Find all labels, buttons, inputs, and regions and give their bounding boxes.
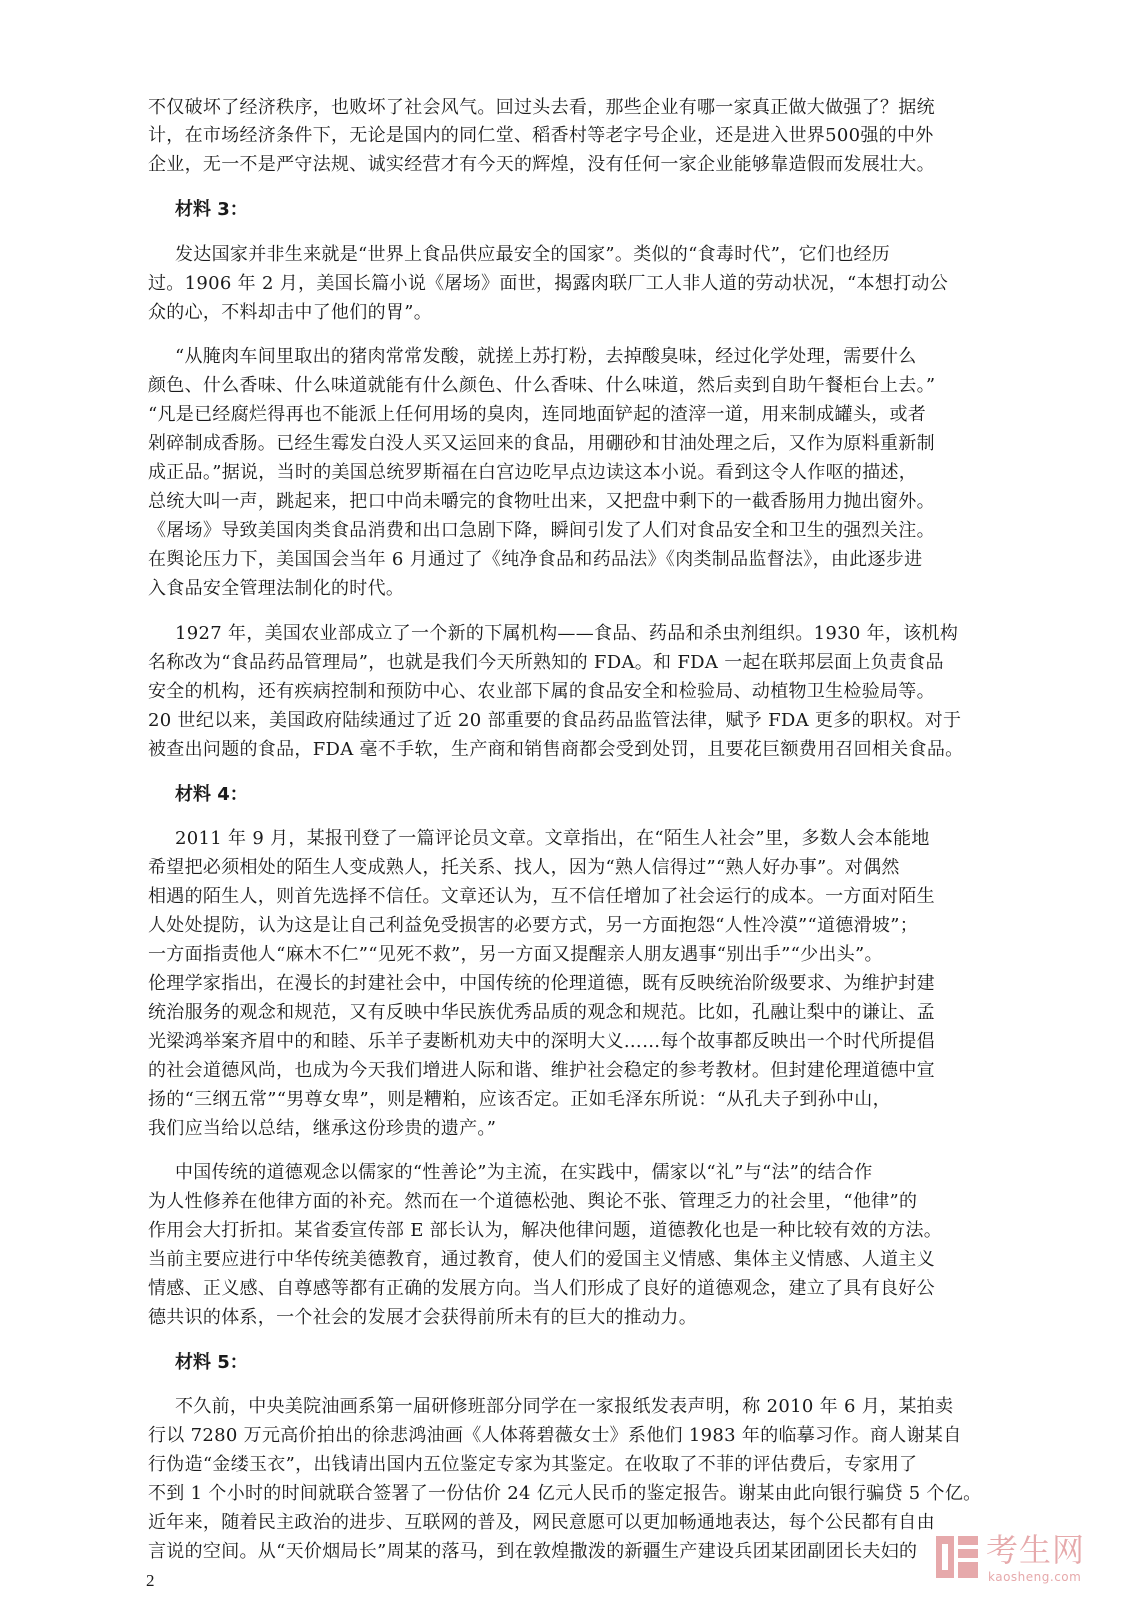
section-heading: 材料 5： (175, 1352, 248, 1373)
text-line: 作用会大打折扣。某省委宣传部 E 部长认为，解决他律问题，道德教化也是一种比较有效的方法。 (148, 1220, 943, 1241)
text-line: 1927 年，美国农业部成立了一个新的下属机构——食品、药品和杀虫剂组织。1930 年，该机构 (175, 623, 959, 644)
text-line: 安全的机构，还有疾病控制和预防中心、农业部下属的食品安全和检验局、动植物卫生检验局等。 (148, 681, 935, 702)
text-line: 我们应当给以总结，继承这份珍贵的遗产。” (148, 1118, 497, 1139)
text-line: 相遇的陌生人，则首先选择不信任。文章还认为，互不信任增加了社会运行的成本。一方面对陌生 (148, 886, 935, 907)
text-line: 光梁鸿举案齐眉中的和睦、乐羊子妻断机劝夫中的深明大义……每个故事都反映出一个时代所提倡 (148, 1031, 935, 1052)
watermark-url: kaosheng.com (988, 1570, 1082, 1584)
text-line: 企业，无一不是严守法规、诚实经营才有今天的辉煌，没有任何一家企业能够靠造假而发展壮大。 (148, 154, 935, 175)
text-line: 情感、正义感、自尊感等都有正确的发展方向。当人们形成了良好的道德观念，建立了具有良好公 (148, 1278, 935, 1299)
page-number: 2 (146, 1571, 155, 1590)
text-line: 近年来，随着民主政治的进步、互联网的普及，网民意愿可以更加畅通地表达，每个公民都有自由 (148, 1512, 935, 1533)
text-line: 希望把必须相处的陌生人变成熟人，托关系、找人，因为“熟人信得过”“熟人好办事”。对偶然 (148, 857, 900, 878)
section-heading: 材料 3： (175, 199, 248, 220)
text-line: 统治服务的观念和规范，又有反映中华民族优秀品质的观念和规范。比如，孔融让梨中的谦让、孟 (148, 1002, 935, 1023)
text-line: 人处处提防，认为这是让自己利益免受损害的必要方式，另一方面抱怨“人性冷漠”“道德滑坡”； (148, 915, 919, 936)
text-line: 言说的空间。从“天价烟局长”周某的落马，到在敦煌撒泼的新疆生产建设兵团某团副团长夫妇的 (148, 1541, 918, 1562)
text-line: 的社会道德风尚，也成为今天我们增进人际和谐、维护社会稳定的参考教材。但封建伦理道德中宣 (148, 1060, 935, 1081)
text-line: 入食品安全管理法制化的时代。 (148, 578, 405, 599)
text-line: “凡是已经腐烂得再也不能派上任何用场的臭肉，连同地面铲起的渣滓一道，用来制成罐头，或者 (148, 404, 927, 425)
watermark (934, 1530, 1114, 1590)
text-line: 总统大叫一声，跳起来，把口中尚未嚼完的食物吐出来，又把盘中剩下的一截香肠用力抛出窗外。 (148, 491, 935, 512)
text-line: 过。1906 年 2 月，美国长篇小说《屠场》面世，揭露肉联厂工人非人道的劳动状况，“本想打动公 (148, 273, 949, 294)
text-line: 在舆论压力下，美国国会当年 6 月通过了《纯净食品和药品法》《肉类制品监督法》，由此逐步进 (148, 549, 923, 570)
text-line: 当前主要应进行中华传统美德教育，通过教育，使人们的爱国主义情感、集体主义情感、人道主义 (148, 1249, 935, 1270)
text-line: 2011 年 9 月，某报刊登了一篇评论员文章。文章指出，在“陌生人社会”里，多数人会本能地 (175, 828, 930, 849)
text-line: 剁碎制成香肠。已经生霉发白没人买又运回来的食品，用硼砂和甘油处理之后，又作为原料重新制 (148, 433, 935, 454)
text-line: 中国传统的道德观念以儒家的“性善论”为主流，在实践中，儒家以“礼”与“法”的结合作 (175, 1162, 873, 1183)
text-line: “从腌肉车间里取出的猪肉常常发酸，就搓上苏打粉，去掉酸臭味，经过化学处理，需要什么 (175, 346, 917, 367)
text-line: 20 世纪以来，美国政府陆续通过了近 20 部重要的食品药品监管法律，赋予 FDA 更多的职权。对于 (148, 710, 962, 731)
text-line: 为人性修养在他律方面的补充。然而在一个道德松弛、舆论不张、管理乏力的社会里，“他律”的 (148, 1191, 918, 1212)
section-heading: 材料 4： (175, 784, 248, 805)
text-line: 不仅破坏了经济秩序，也败坏了社会风气。回过头去看，那些企业有哪一家真正做大做强了？据统 (148, 97, 935, 118)
text-line: 德共识的体系，一个社会的发展才会获得前所未有的巨大的推动力。 (148, 1307, 697, 1328)
kaosheng-logo-icon (934, 1532, 982, 1582)
text-line: 名称改为“食品药品管理局”，也就是我们今天所熟知的 FDA。和 FDA 一起在联邦层面上负责食品 (148, 652, 944, 673)
text-line: 颜色、什么香味、什么味道就能有什么颜色、什么香味、什么味道，然后卖到自助午餐柜台上去。” (148, 375, 936, 396)
text-line: 行伪造“金缕玉衣”，出钱请出国内五位鉴定专家为其鉴定。在收取了不菲的评估费后，专家用了 (148, 1454, 918, 1475)
text-line: 伦理学家指出，在漫长的封建社会中，中国传统的伦理道德，既有反映统治阶级要求、为维护封建 (148, 973, 935, 994)
text-line: 行以 7280 万元高价拍出的徐悲鸿油画《人体蒋碧薇女士》系他们 1983 年的临摹习作。商人谢某自 (148, 1425, 962, 1446)
text-line: 不到 1 个小时的时间就联合签署了一份估价 24 亿元人民币的鉴定报告。谢某由此向银行骗贷 5 个亿。 (148, 1483, 982, 1504)
text-line: 计，在市场经济条件下，无论是国内的同仁堂、稻香村等老字号企业，还是进入世界500强的中外 (148, 125, 934, 146)
text-line: 一方面指责他人“麻木不仁”“见死不救”，另一方面又提醒亲人朋友遇事“别出手”“少出头”。 (148, 944, 883, 965)
text-line: 扬的“三纲五常”“男尊女卑”，则是糟粕，应该否定。正如毛泽东所说：“从孔夫子到孙中山， (148, 1089, 891, 1110)
text-line: 成正品。”据说，当时的美国总统罗斯福在白宫边吃早点边读这本小说。看到这令人作呕的描述， (148, 462, 918, 483)
watermark-text: 考生网 (986, 1531, 1086, 1569)
text-line: 发达国家并非生来就是“世界上食品供应最安全的国家”。类似的“食毒时代”，它们也经历 (175, 244, 891, 265)
text-line: 被查出问题的食品，FDA 毫不手软，生产商和销售商都会受到处罚，且要花巨额费用召回相关食品。 (148, 739, 964, 760)
text-line: 《屠场》导致美国肉类食品消费和出口急剧下降，瞬间引发了人们对食品安全和卫生的强烈关注。 (148, 520, 935, 541)
text-line: 众的心，不料却击中了他们的胃”。 (148, 302, 433, 323)
text-line: 不久前，中央美院油画系第一届研修班部分同学在一家报纸发表声明，称 2010 年 6 月，某拍卖 (175, 1396, 954, 1417)
